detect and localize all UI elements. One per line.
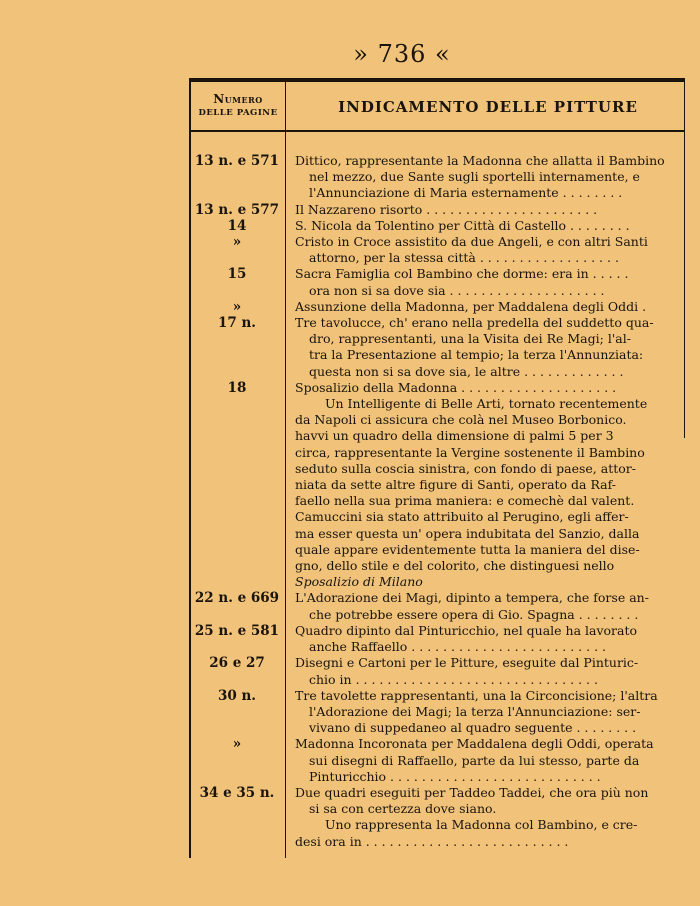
description-line: S. Nicola da Tolentino per Città di Castello . . . . . . . . — [295, 217, 630, 233]
paintings-table — [189, 78, 685, 858]
description-line: ma esser questa un' opera indubitata del Sanzio, dalla — [295, 525, 640, 541]
table-row — [189, 736, 685, 785]
page-reference: 14 — [227, 217, 247, 234]
description-line: niata da sette altre figure di Santi, operato da Raf- — [295, 477, 617, 493]
description-line: l'Adorazione dei Magi; la terza l'Annunciazione: ser- — [309, 703, 641, 719]
top-rule — [189, 78, 685, 82]
description-line: Cristo in Croce assistito da due Angeli, e con altri Santi — [295, 234, 648, 250]
description-line: Assunzione della Madonna, per Maddalena degli Oddi . — [295, 298, 647, 314]
description-line: Pinturicchio . . . . . . . . . . . . . . . . . . . . . . . . . . . — [309, 768, 601, 784]
description-line: Sacra Famiglia col Bambino che dorme: era in . . . . . — [295, 266, 629, 282]
table-row — [189, 380, 685, 591]
table-row — [189, 688, 685, 737]
description-line: si sa con certezza dove siano. — [309, 801, 497, 817]
table-row — [189, 785, 685, 850]
description-line: L'Adorazione dei Magi, dipinto a tempera, che forse an- — [295, 590, 649, 606]
painting-description — [285, 153, 685, 202]
painting-description — [285, 655, 685, 687]
page-reference: 15 — [227, 266, 247, 283]
page-reference: » — [232, 234, 242, 251]
description-line: Disegni e Cartoni per le Pitture, eseguite dal Pinturic- — [295, 655, 639, 671]
description-line: nel mezzo, due Sante sugli sportelli internamente, e — [309, 169, 640, 185]
description-line: Tre tavolette rappresentanti, una la Circoncisione; l'altra — [295, 687, 658, 703]
table-row — [189, 234, 685, 266]
page-reference: » — [232, 736, 242, 753]
page-reference: 17 n. — [217, 315, 256, 332]
description-line: desi ora in . . . . . . . . . . . . . . . . . . . . . . . . . . — [295, 833, 569, 849]
table-row — [189, 315, 685, 380]
description-line: l'Annunciazione di Maria esternamente . . . . . . . . — [309, 185, 623, 201]
description-line: quale appare evidentemente tutta la maniera del dise- — [295, 541, 640, 557]
page-reference: » — [232, 298, 242, 315]
description-line: tra la Presentazione al tempio; la terza l'Annunziata: — [309, 347, 644, 363]
page-reference: 22 n. e 669 — [194, 590, 280, 607]
painting-description — [285, 299, 685, 315]
table-row — [189, 590, 685, 622]
description-line: anche Raffaello . . . . . . . . . . . . . . . . . . . . . . . . . — [309, 639, 606, 655]
description-line: ora non si sa dove sia . . . . . . . . . . . . . . . . . . . . — [309, 282, 605, 298]
table-row — [189, 299, 685, 315]
page-reference: 34 e 35 n. — [199, 784, 275, 801]
paintings-column-header: INDICAMENTO DELLE PITTURE — [338, 98, 638, 116]
painting-description — [285, 266, 685, 298]
table-rows — [189, 153, 685, 850]
description-line: seduto sulla coscia sinistra, con fondo di paese, attor- — [295, 460, 636, 476]
table-row — [189, 266, 685, 298]
page-reference: 13 n. e 577 — [194, 201, 280, 218]
description-line: Quadro dipinto dal Pinturicchio, nel quale ha lavorato — [295, 622, 638, 638]
table-row — [189, 153, 685, 202]
description-line: Madonna Incoronata per Maddalena degli Oddi, operata — [295, 736, 654, 752]
description-line: Il Nazzareno risorto . . . . . . . . . . . . . . . . . . . . . . — [295, 201, 598, 217]
description-line: Sposalizio di Milano — [295, 574, 423, 590]
description-line: circa, rappresentante la Vergine sostenente il Bambino — [295, 444, 645, 460]
painting-description — [285, 234, 685, 266]
description-line: faello nella sua prima maniera: e comechè dal valent. — [295, 493, 635, 509]
description-line: gno, dello stile e del colorito, che distinguesi nello — [295, 558, 615, 574]
page-reference: 30 n. — [217, 687, 256, 704]
page-number-column-header — [193, 92, 283, 120]
table-row — [189, 218, 685, 234]
description-line: che potrebbe essere opera di Gio. Spagna . . . . . . . . — [309, 606, 639, 622]
page-reference: 13 n. e 571 — [194, 153, 280, 169]
table-row — [189, 655, 685, 687]
description-line: Due quadri eseguiti per Taddeo Taddei, che ora più non — [295, 784, 649, 800]
painting-description — [285, 736, 685, 785]
table-row — [189, 202, 685, 218]
header-rule — [189, 130, 685, 132]
painting-description — [285, 202, 685, 218]
description-line: Dittico, rappresentante la Madonna che allatta il Bambino — [295, 153, 665, 168]
description-line: chio in . . . . . . . . . . . . . . . . . . . . . . . . . . . . . . . — [309, 671, 598, 687]
column-header-line-2: DELLE PAGINE — [198, 108, 278, 118]
description-line: vivano di suppedaneo al quadro seguente . . . . . . . . — [309, 720, 637, 736]
description-line: sui disegni di Raffaello, parte da lui stesso, parte da — [309, 752, 640, 768]
description-line: Un Intelligente di Belle Arti, tornato recentemente — [325, 396, 648, 412]
painting-description — [285, 380, 685, 591]
painting-description — [285, 785, 685, 850]
page-reference: 25 n. e 581 — [194, 622, 280, 639]
description-line: Camuccini sia stato attribuito al Perugino, egli affer- — [295, 509, 629, 525]
description-line: havvi un quadro della dimensione di palmi 5 per 3 — [295, 428, 614, 444]
description-line: da Napoli ci assicura che colà nel Museo Borbonico. — [295, 412, 627, 428]
description-line: dro, rappresentanti, una la Visita dei Re Magi; l'al- — [309, 331, 631, 347]
description-line: Uno rappresenta la Madonna col Bambino, e cre- — [325, 817, 638, 833]
painting-description — [285, 315, 685, 380]
description-line: questa non si sa dove sia, le altre . . . . . . . . . . . . . — [309, 363, 624, 379]
table-row — [189, 623, 685, 655]
page-number: » 736 « — [353, 40, 451, 68]
painting-description — [285, 590, 685, 622]
column-header-line-1: Numero — [213, 92, 263, 106]
painting-description — [285, 623, 685, 655]
painting-description — [285, 688, 685, 737]
page-reference: 26 e 27 — [209, 655, 265, 672]
description-line: attorno, per la stessa città . . . . . . . . . . . . . . . . . . — [309, 250, 619, 266]
page-reference: 18 — [227, 379, 247, 396]
painting-description — [285, 218, 685, 234]
description-line: Tre tavolucce, ch' erano nella predella del suddetto qua- — [295, 315, 654, 331]
description-line: Sposalizio della Madonna . . . . . . . . . . . . . . . . . . . . — [295, 379, 617, 395]
